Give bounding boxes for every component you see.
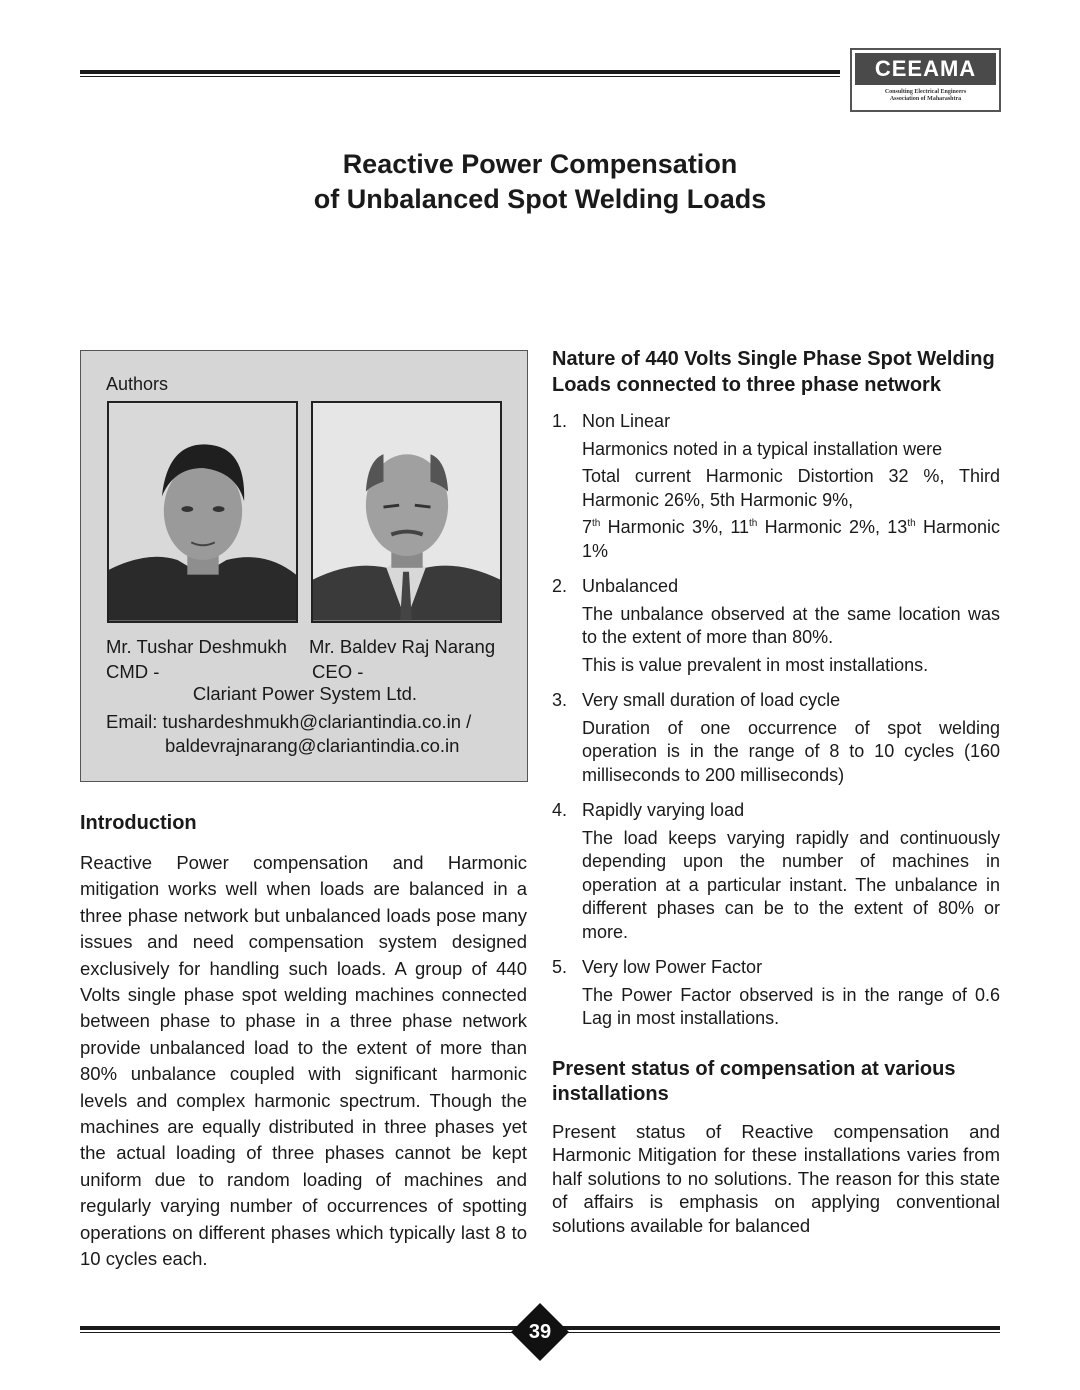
list-item: [552, 689, 1000, 787]
nature-heading: Nature of 440 Volts Single Phase Spot Welding Loads connected to three phase network: [552, 348, 995, 396]
list-number: 3.: [552, 690, 568, 710]
page-number: 39: [528, 1320, 552, 1343]
list-item: [552, 956, 1000, 1031]
right-column: [552, 347, 1000, 1237]
list-item-text: The load keeps varying rapidly and continuously depending upon the number of machines in operation at a particular instant. The unbalance in different phases can be to the extent of 80% or more.: [582, 827, 1000, 942]
list-number: 1.: [552, 411, 568, 431]
list-item-heading: Unbalanced: [582, 576, 679, 596]
email-line-1: Email: tushardeshmukh@clariantindia.co.in /: [106, 711, 472, 732]
list-item: [552, 410, 1000, 563]
list-item-text: The Power Factor observed is in the range of 0.6 Lag in most installations.: [582, 984, 1000, 1028]
portrait-image: [109, 403, 296, 621]
list-item-text: This is value prevalent in most installations.: [582, 654, 929, 675]
list-number: 5.: [552, 957, 568, 977]
ceeama-logo: [850, 48, 1001, 112]
list-item-heading: Non Linear: [582, 411, 671, 431]
list-item-text: Duration of one occurrence of spot welding operation is in the range of 8 to 10 cycles (160 milliseconds to 200 milliseconds): [582, 717, 1000, 785]
harmonic-values: 7th Harmonic 3%, 11th Harmonic 2%, 13th Harmonic 1%: [582, 517, 1000, 561]
author2-role: CEO -: [312, 661, 364, 682]
article-title: [0, 147, 1080, 217]
list-item-heading: Very low Power Factor: [582, 957, 763, 977]
introduction-heading: Introduction: [80, 812, 197, 834]
authors-label: Authors: [106, 374, 169, 394]
logo-subtitle: Consulting Electrical Engineers Association of Maharashtra: [884, 89, 967, 102]
author2-name: Mr. Baldev Raj Narang: [309, 636, 496, 657]
portrait-image: [313, 403, 500, 621]
present-status-heading: Present status of compensation at various installations: [552, 1057, 956, 1105]
title-line-2: of Unbalanced Spot Welding Loads: [313, 184, 767, 214]
author-photo-tushar: [107, 401, 298, 623]
present-status-text: Present status of Reactive compensation and Harmonic Mitigation for these installations varies from half solutions to no solutions. The reason for this state of affairs is emphasis on applying conventional solutions available for balanced: [552, 1120, 1000, 1236]
email-line-2: baldevrajnarang@clariantindia.co.in: [165, 735, 460, 756]
company-name: Clariant Power System Ltd.: [192, 683, 418, 704]
introduction-text: Reactive Power compensation and Harmonic mitigation works well when loads are balanced in a three phase network but unbalanced loads pose many issues and need compensation system designed exclusively for handling such loads. A group of 440 Volts single phase spot welding machines connected between phase to phase in a three phase network provide unbalanced load to the extent of more than 80% unbalance coupled with significant harmonic levels and complex harmonic spectrum. Though the machines are equally distributed in three phases yet the actual loading of three phases cannot be kept uniform due to random loading of machines and regularly varying number of occurrences of spotting operations on different phases which typically last 8 to 10 cycles each.: [80, 852, 527, 1270]
author-photo-baldev: [311, 401, 502, 623]
authors-box: [80, 350, 528, 782]
header-rule: [80, 70, 840, 78]
list-item: [552, 575, 1000, 677]
list-number: 2.: [552, 576, 568, 596]
title-line-1: Reactive Power Compensation: [342, 149, 738, 179]
list-item-heading: Very small duration of load cycle: [582, 690, 841, 710]
list-item-text: Harmonics noted in a typical installation were: [582, 438, 943, 459]
list-item-heading: Rapidly varying load: [582, 800, 745, 820]
list-item-text: The unbalance observed at the same location was to the extent of more than 80%.: [582, 603, 1000, 647]
list-item-text: Total current Harmonic Distortion 32 %, Third Harmonic 26%, 5th Harmonic 9%,: [582, 466, 1000, 510]
author1-role: CMD -: [106, 661, 160, 682]
author1-name: Mr. Tushar Deshmukh: [106, 636, 287, 657]
logo-name: CEEAMA: [874, 56, 977, 81]
list-item: [552, 799, 1000, 944]
page-number-badge: [509, 1301, 571, 1363]
nature-list: [552, 410, 1000, 1031]
list-number: 4.: [552, 800, 568, 820]
